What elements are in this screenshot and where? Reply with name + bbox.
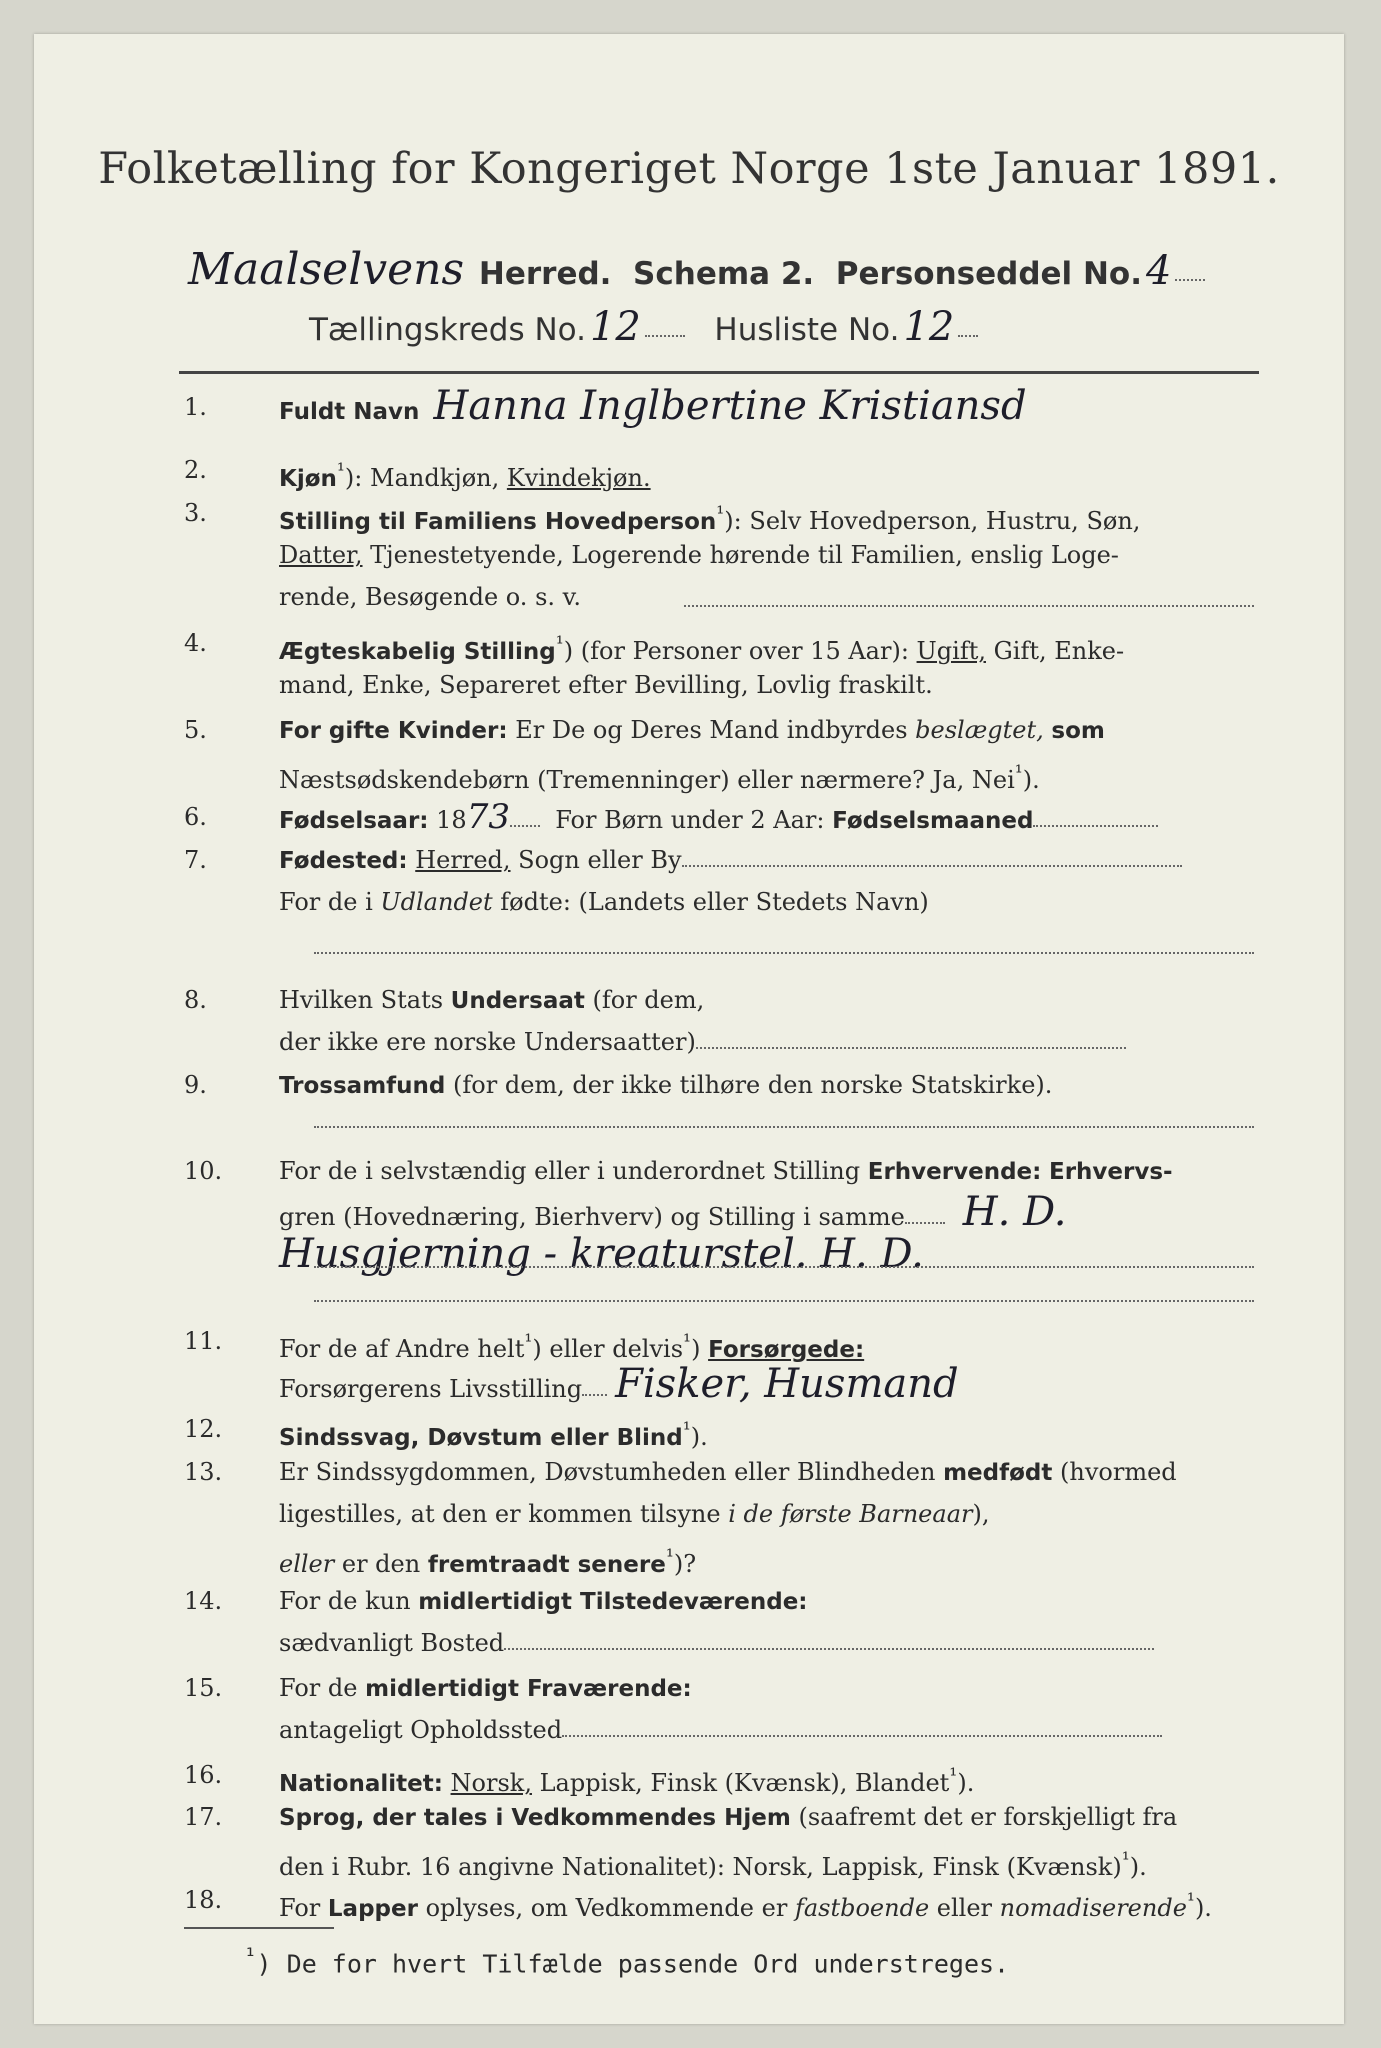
item-text: ) eller delvis xyxy=(532,1335,684,1363)
item-label: medfødt xyxy=(943,1460,1053,1486)
item-text: ). xyxy=(957,1769,975,1797)
item-text: Forsørgerens Livsstilling xyxy=(279,1375,583,1403)
form-title: Folketælling for Kongeriget Norge 1ste Januar 1891. xyxy=(98,144,1280,194)
provider-occupation-value: Fisker, Husmand xyxy=(615,1361,959,1407)
kreds-line xyxy=(309,304,978,350)
item-number: 10. xyxy=(184,1157,223,1185)
item-text: ). xyxy=(1194,1894,1212,1922)
item-label: For gifte Kvinder: xyxy=(279,718,508,744)
herred-label: Herred. xyxy=(478,256,612,292)
husliste-value: 12 xyxy=(903,304,955,350)
item-text: Gift, Enke- xyxy=(993,637,1125,665)
dotted-fill xyxy=(905,1214,945,1224)
item-italic: nomadiserende xyxy=(999,1894,1187,1922)
census-form xyxy=(34,34,1344,2024)
item-text: For xyxy=(279,1894,321,1922)
dotted-fill xyxy=(958,327,978,337)
item-italic: Udlandet xyxy=(380,888,493,916)
item-label: Fødested: xyxy=(279,848,408,874)
item-text: For Børn under 2 Aar: xyxy=(555,806,825,834)
item-label: Lapper xyxy=(327,1896,418,1922)
item-label: Kjøn xyxy=(279,466,337,492)
dotted-fill xyxy=(1033,817,1158,827)
item-text: ) (for Personer over 15 Aar): xyxy=(563,637,909,665)
item-text: Hvilken Stats xyxy=(279,986,444,1014)
item-text: For de af Andre helt xyxy=(279,1335,525,1363)
footnote-marker: ¹ xyxy=(683,1329,692,1353)
item-label: Fødselsaar: xyxy=(279,808,429,834)
item-text: ): Selv Hovedperson, Hustru, Søn, xyxy=(724,507,1141,535)
herred-name: Maalselvens xyxy=(188,244,465,295)
personseddel-label: Personseddel No. xyxy=(835,256,1142,292)
footnote xyxy=(244,1944,1009,1978)
dotted-fill xyxy=(696,1039,1126,1049)
dotted-fill xyxy=(562,1727,1162,1737)
item-italic: eller xyxy=(279,1550,335,1578)
year-prefix: 18 xyxy=(436,806,467,834)
item-text: For de kun xyxy=(279,1587,411,1615)
item-number: 6. xyxy=(184,803,207,831)
item-number: 7. xyxy=(184,846,207,874)
footnote-divider xyxy=(184,1927,334,1929)
item-text: Er Sindssygdommen, Døvstumheden eller Blindheden xyxy=(279,1458,936,1486)
item-text: der ikke ere norske Undersaatter) xyxy=(279,1028,696,1056)
item-text: ), xyxy=(972,1500,990,1528)
selected-choice: Datter, xyxy=(279,541,363,569)
item-text: ). xyxy=(690,1423,708,1451)
selected-choice: Herred, xyxy=(415,846,511,874)
footnote-marker: ¹ xyxy=(524,1329,533,1353)
item-number: 12. xyxy=(184,1415,223,1443)
item-text: ) xyxy=(691,1335,701,1363)
header-divider xyxy=(179,371,1259,374)
footnote-text: ) De for hvert Tilfælde passende Ord understreges. xyxy=(256,1949,1010,1979)
dotted-fill xyxy=(682,857,1182,867)
item-number: 15. xyxy=(184,1674,223,1702)
personseddel-value: 4 xyxy=(1145,248,1172,294)
item-label: Sindssvag, Døvstum eller Blind xyxy=(279,1425,683,1451)
item-text: ): Mandkjøn, xyxy=(344,464,500,492)
schema-label: Schema 2. xyxy=(633,256,815,292)
footnote-marker: ¹ xyxy=(244,1944,257,1968)
item-text: (for dem, der ikke tilhøre den norske Statskirke). xyxy=(453,1071,1053,1099)
footnote-marker: ¹ xyxy=(1186,1888,1195,1912)
item-number: 4. xyxy=(184,629,207,657)
item-number: 14. xyxy=(184,1587,223,1615)
footnote-marker: ¹ xyxy=(716,501,725,525)
item-text: For de i xyxy=(279,888,373,916)
item-text: Lappisk, Finsk (Kvænsk), Blandet xyxy=(539,1769,950,1797)
item-number: 17. xyxy=(184,1803,223,1831)
item-label: Fuldt Navn xyxy=(279,399,420,425)
item-text: Sogn eller By xyxy=(518,846,682,874)
footnote-marker: ¹ xyxy=(682,1417,691,1441)
dotted-fill xyxy=(314,1266,1254,1268)
taellingskreds-value: 12 xyxy=(589,304,641,350)
dotted-fill xyxy=(582,1386,607,1396)
item-label: Forsørgede: xyxy=(708,1337,865,1363)
item-italic: beslægtet, xyxy=(915,716,1044,744)
item-number: 9. xyxy=(184,1071,207,1099)
birth-year-value: 73 xyxy=(466,797,510,837)
item-text: For de xyxy=(279,1674,358,1702)
footnote-marker: ¹ xyxy=(1121,1847,1130,1871)
footnote-marker: ¹ xyxy=(555,631,564,655)
item-label: Trossamfund xyxy=(279,1073,446,1099)
item-text: Tjenestetyende, Logerende hørende til Familien, enslig Loge- xyxy=(370,541,1119,569)
dotted-fill xyxy=(645,327,685,337)
item-number: 16. xyxy=(184,1761,223,1789)
item-label: Ægteskabelig Stilling xyxy=(279,639,556,665)
item-number: 5. xyxy=(184,716,207,744)
item-text: )? xyxy=(673,1550,697,1578)
item-number: 1. xyxy=(184,393,207,421)
item-label: Sprog, der tales i Vedkommendes Hjem xyxy=(279,1805,791,1831)
item-text: gren (Hovednæring, Bierhverv) og Stilling i samme xyxy=(279,1203,905,1231)
item-text: Er De og Deres Mand indbyrdes xyxy=(515,716,908,744)
item-number: 8. xyxy=(184,986,207,1014)
item-label: midlertidigt Tilstedeværende: xyxy=(418,1589,808,1615)
item-text: Næstsødskendebørn (Tremenninger) eller nærmere? Ja, Nei xyxy=(279,766,1015,794)
item-italic: i de første Barneaar xyxy=(728,1500,973,1528)
occupation-value: Husgjerning - kreaturstel. H. D. xyxy=(279,1231,924,1277)
item-number: 11. xyxy=(184,1327,223,1355)
footnote-marker: ¹ xyxy=(949,1763,958,1787)
footnote-marker: ¹ xyxy=(336,458,345,482)
item-text: ). xyxy=(1129,1853,1147,1881)
item-number: 18. xyxy=(184,1886,223,1914)
item-number: 2. xyxy=(184,456,207,484)
item-text: den i Rubr. 16 angivne Nationalitet): Norsk, Lappisk, Finsk (Kvænsk) xyxy=(279,1853,1122,1881)
item-text: Erhvervs- xyxy=(1048,1159,1173,1185)
footnote-marker: ¹ xyxy=(665,1544,674,1568)
occupation-code-value: H. D. xyxy=(962,1189,1067,1235)
item-label: midlertidigt Fraværende: xyxy=(365,1676,692,1702)
item-text: sædvanligt Bosted xyxy=(279,1629,505,1657)
item-label: Undersaat xyxy=(450,988,585,1014)
full-name-value: Hanna Inglbertine Kristiansd xyxy=(433,383,1027,429)
item-label: Fødselsmaaned xyxy=(832,808,1034,834)
item-number: 13. xyxy=(184,1458,223,1486)
item-label: fremtraadt senere xyxy=(427,1552,666,1578)
dotted-fill xyxy=(684,605,1254,607)
item-text: (hvormed xyxy=(1060,1458,1177,1486)
item-text: ). xyxy=(1022,766,1040,794)
husliste-label: Husliste No. xyxy=(714,312,900,348)
item-label: Nationalitet: xyxy=(279,1771,443,1797)
item-text: fødte: (Landets eller Stedets Navn) xyxy=(500,888,929,916)
selected-choice: Norsk, xyxy=(450,1769,532,1797)
item-text: ligestilles, at den er kommen tilsyne xyxy=(279,1500,721,1528)
dotted-fill xyxy=(510,817,540,827)
item-text: oplyses, om Vedkommende er xyxy=(425,1894,788,1922)
herred-line xyxy=(184,244,1205,295)
item-label: Stilling til Familiens Hovedperson xyxy=(279,509,717,535)
dotted-fill xyxy=(504,1640,1154,1650)
footnote-marker: ¹ xyxy=(1014,760,1023,784)
item-label: Erhvervende: xyxy=(867,1159,1042,1185)
item-text: eller xyxy=(936,1894,993,1922)
item-text: mand, Enke, Separeret efter Bevilling, Lovlig fraskilt. xyxy=(279,671,933,699)
taellingskreds-label: Tællingskreds No. xyxy=(309,312,586,348)
dotted-fill xyxy=(314,952,1254,954)
dotted-fill xyxy=(314,1126,1254,1128)
selected-choice: Kvindekjøn. xyxy=(506,464,651,492)
dotted-fill xyxy=(314,1300,1254,1302)
item-text: som xyxy=(1051,718,1105,744)
item-text: (for dem, xyxy=(592,986,705,1014)
item-text: antageligt Opholdssted xyxy=(279,1716,563,1744)
item-italic: fastboende xyxy=(794,1894,930,1922)
item-text: rende, Besøgende o. s. v. xyxy=(279,583,581,611)
item-number: 3. xyxy=(184,499,207,527)
item-text: For de i selvstændig eller i underordnet Stilling xyxy=(279,1157,861,1185)
item-text: (saafremt det er forskjelligt fra xyxy=(798,1803,1178,1831)
item-text: er den xyxy=(341,1550,421,1578)
selected-choice: Ugift, xyxy=(916,637,986,665)
dotted-fill xyxy=(1175,271,1205,281)
